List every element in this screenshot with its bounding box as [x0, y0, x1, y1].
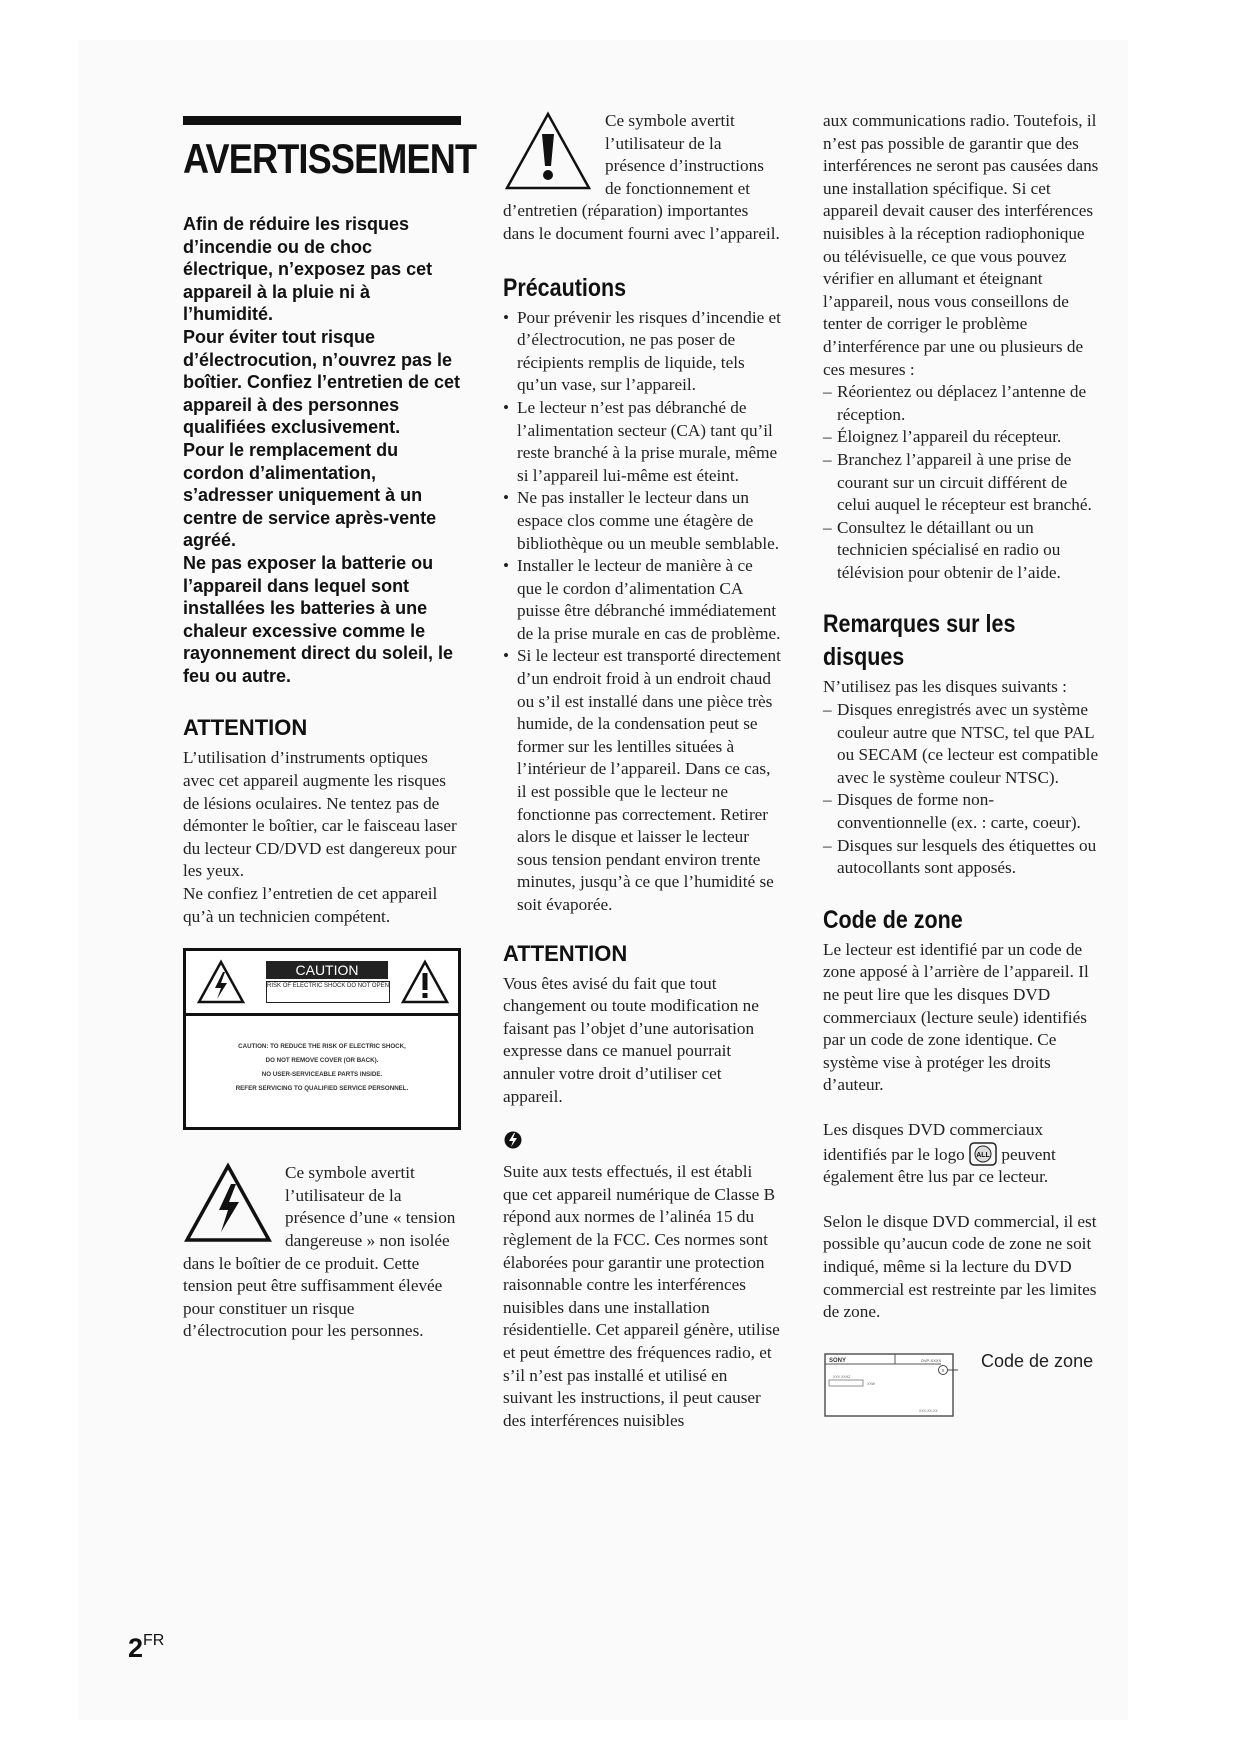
region-all-logo-icon: [969, 1142, 997, 1166]
list-item: • Pour prévenir les risques d’incendie et d’électrocution, ne pas poser de récipients remplis de liquide, tels qu’un vase, sur l’appareil.: [503, 307, 781, 397]
list-item: – Éloignez l’appareil du récepteur.: [823, 426, 1103, 449]
fcc-text: Suite aux tests effectués, il est établi que cet appareil numérique de Classe B répond aux normes de l’alinéa 15 du règlement de la FCC. Ces normes sont élaborées pour garantir une protection raisonnable contre les interférences nuisibles dans une installation résidentielle. Cet appareil génère, utilise et peut émettre des fréquences radio, et s’il n’est pas installé et utilisé en suivant les instructions, il peut causer des interférences nuisibles: [503, 1162, 780, 1430]
column-right: [823, 110, 1103, 1428]
attention-paragraph: Ne confiez l’entretien de cet appareil qu’à un technicien compétent.: [183, 884, 438, 926]
warning-block: [183, 213, 461, 687]
zone-paragraph-2: [823, 1119, 1103, 1189]
precautions-list: [503, 307, 781, 917]
region-logo-text: ALL: [976, 1151, 990, 1159]
list-item: – Consultez le détaillant ou un technicien spécialisé en radio ou télévision pour obtenir de l’aide.: [823, 517, 1103, 585]
caution-line: NO USER-SERVICEABLE PARTS INSIDE.: [261, 1071, 383, 1079]
page-number: [128, 1632, 164, 1664]
exclamation-triangle-icon: [503, 110, 593, 192]
plate-text: XXV XXHZ: [833, 1374, 851, 1379]
column-middle: [503, 110, 781, 1432]
measures-list: [823, 381, 1103, 584]
warning-paragraph: Ne pas exposer la batterie ou l’appareil dans lequel sont installées les batteries à une chaleur excessive comme le rayonnement direct du soleil, le feu ou autre.: [183, 552, 454, 686]
model-text: DVP-XXXX: [921, 1357, 942, 1363]
column-left: [183, 110, 477, 1343]
exclamation-warning-icon: [400, 959, 450, 1005]
attention-body: [183, 747, 461, 928]
attention-text: Vous êtes avisé du fait que tout changement ou toute modification ne faisant pas l’objet d’une autorisation expresse dans ce manuel pourrait annuler votre droit d’utiliser cet appareil.: [503, 973, 759, 1106]
fcc-bolt-icon: [503, 1130, 523, 1150]
discs-list: [823, 699, 1103, 880]
attention-paragraph: L’utilisation d’instruments optiques avec cet appareil augmente les risques de lésions oculaires. Ne tentez pas de démonter le boîtier, car le faisceau laser du lecteur CD/DVD est dangereux pour les yeux.: [183, 748, 457, 881]
page-title: AVERTISSEMENT: [183, 135, 477, 182]
discs-intro: N’utilisez pas les disques suivants :: [823, 677, 1067, 697]
zone-label: Code de zone: [981, 1350, 1094, 1371]
caution-title: CAUTION: [266, 961, 388, 979]
warning-paragraph: Pour éviter tout risque d’électrocution, n’ouvrez pas le boîtier. Confiez l’entretien de cet appareil à des personnes qualifiées exclusivement.: [183, 326, 461, 438]
exclamation-symbol-text: Ce symbole avertit l’utilisateur de la présence d’instructions de fonctionnement et d’entretien (réparation) importantes dans le document fourni avec l’appareil.: [503, 111, 780, 243]
precautions-heading: Précautions: [503, 273, 627, 302]
list-item: • Installer le lecteur de manière à ce que le cordon d’alimentation CA puisse être débranché immédiatement de la prise murale en cas de problème.: [503, 555, 781, 645]
list-item: – Branchez l’appareil à une prise de courant sur un circuit différent de celui auquel le récepteur est branché.: [823, 449, 1103, 517]
zone-p2-text: peuvent également être lus par ce lecteur.: [823, 1144, 1056, 1187]
caution-lines: [186, 1016, 458, 1096]
caution-risk-text: RISK OF ELECTRIC SHOCK DO NOT OPEN: [266, 981, 390, 1003]
caution-line: CAUTION: TO REDUCE THE RISK OF ELECTRIC SHOCK,: [238, 1043, 406, 1051]
list-item: • Le lecteur n’est pas débranché de l’alimentation secteur (CA) tant qu’il reste branché à la prise murale, même si l’appareil lui-même est éteint.: [503, 397, 781, 487]
list-item: – Réorientez ou déplacez l’antenne de réception.: [823, 381, 1103, 426]
attention-heading: ATTENTION: [183, 715, 308, 741]
warning-paragraph: Pour le remplacement du cordon d’alimentation, s’adresser uniquement à un centre de service après-vente agréé.: [183, 439, 437, 551]
title-rule: [183, 116, 461, 125]
lightning-triangle-icon: [183, 1162, 273, 1244]
discs-heading: Remarques sur les disques: [823, 610, 1016, 672]
voltage-symbol-block: [183, 1162, 461, 1343]
page-language: FR: [143, 1632, 165, 1649]
lightning-warning-icon: [196, 959, 246, 1005]
zone-paragraph-1: Le lecteur est identifié par un code de zone apposé à l’arrière de l’appareil. Il ne peut lire que les disques DVD commerciaux (lecture seule) identifiés par un code de zone identique. Ce système vise à protéger les droits d’auteur.: [823, 939, 1089, 1095]
warning-paragraph: Afin de réduire les risques d’incendie ou de choc électrique, n’exposez pas cet appareil à la pluie ni à l’humidité.: [183, 214, 433, 325]
caution-label-image: [183, 948, 461, 1130]
zone-p2-text: Les disques DVD commerciaux identifiés par le logo: [823, 1119, 1044, 1164]
attention-heading: ATTENTION: [503, 940, 628, 966]
plate-text: XXX-XX-XX: [919, 1408, 938, 1413]
list-item: – Disques de forme non-conventionnelle (ex. : carte, coeur).: [823, 789, 1103, 834]
list-item: • Ne pas installer le lecteur dans un espace clos comme une étagère de bibliothèque ou un meuble semblable.: [503, 487, 781, 555]
voltage-symbol-text: Ce symbole avertit l’utilisateur de la présence d’une « tension dangereuse » non isolée dans le boîtier de ce produit. Cette tension peut être suffisamment élevée pour constituer un risque d’électrocution pour les personnes.: [183, 1163, 456, 1341]
brand-text: SONY: [829, 1357, 847, 1364]
zone-figure: [823, 1348, 1103, 1428]
list-item: – Disques enregistrés avec un système couleur autre que NTSC, tel que PAL ou SECAM (ce lecteur est compatible avec le système couleur NTSC).: [823, 699, 1103, 789]
fcc-continued-text: aux communications radio. Toutefois, il n’est pas possible de garantir que des interférences ne seront pas causées dans une installation spécifique. Si cet appareil devait causer des interférences nuisibles à la réception radiophonique ou télévisuelle, ce que vous pouvez vérifier en allumant et éteignant l’appareil, nous vous conseillons de tenter de corriger le problème d’interférence par une ou plusieurs de ces mesures :: [823, 111, 1099, 379]
zone-paragraph-3: Selon le disque DVD commercial, il est possible qu’aucun code de zone ne soit indiqué, même si la lecture du DVD commercial est restreinte par les limites de zone.: [823, 1211, 1097, 1322]
list-item: – Disques sur lesquels des étiquettes ou autocollants sont apposés.: [823, 835, 1103, 880]
region-number: X: [941, 1367, 945, 1373]
page-number-value: 2: [128, 1633, 144, 1663]
plate-text: XXW: [867, 1381, 875, 1386]
exclamation-symbol-block: [503, 110, 781, 246]
zone-heading: Code de zone: [823, 905, 963, 934]
rear-panel-illustration: [823, 1348, 958, 1420]
caution-line: REFER SERVICING TO QUALIFIED SERVICE PERSONNEL.: [235, 1085, 409, 1093]
caution-line: DO NOT REMOVE COVER (OR BACK).: [265, 1057, 379, 1065]
list-item: • Si le lecteur est transporté directement d’un endroit froid à un endroit chaud ou s’il est installé dans une pièce très humide, de la condensation peut se former sur les lentilles situées à l’intérieur de l’appareil. Dans ce cas, il est possible que le lecteur ne fonctionne pas correctement. Retirer alors le disque et laisser le lecteur sous tension pendant environ trente minutes, jusqu’à ce que l’humidité se soit évaporée.: [503, 645, 781, 916]
